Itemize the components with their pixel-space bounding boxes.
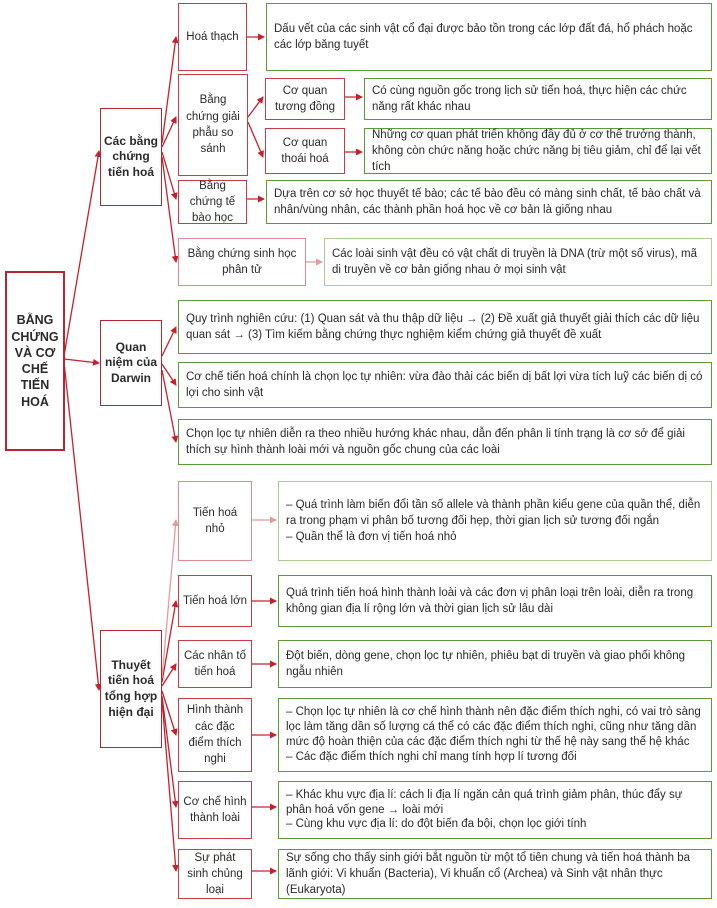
node-evolution-factors-label: Các nhân tố tiến hoá [183,649,246,678]
leaf-speciation-line-2: – Cùng khu vực địa lí: do đột biến đa bội, chọn lọc giới tính [286,818,587,831]
leaf-evolution-factors [278,640,712,688]
group-evidence-label: Các bằng chứng tiến hoá [103,133,158,179]
connector-g1-molecular [162,157,176,262]
leaf-homologous [364,78,712,120]
node-molecular-label: Bằng chứng sinh học phân tử [187,247,297,276]
leaf-vestigial [364,128,712,174]
leaf-darwin-method [178,300,712,354]
node-macroevolution-label: Tiến hoá lớn [183,594,248,607]
node-cell-label: Bằng chứng tế bào học [189,179,236,225]
node-adaptation [178,698,252,772]
leaf-molecular [324,238,712,286]
node-anatomy [178,74,248,176]
node-cell [178,180,247,224]
leaf-darwin-mechanism-text: Cơ chế tiến hoá chính là chọn lọc tự nhiên: vừa đào thải các biến dị bất lợi vừa tích luỹ các biến dị có lợi cho sinh vật [186,370,703,399]
node-phylogeny-label: Sự phát sinh chủng loại [187,851,243,897]
leaf-homologous-text: Có cùng nguồn gốc trong lịch sử tiến hoá, thực hiện các chức năng rất khác nhau [372,84,687,113]
leaf-molecular-text: Các loài sinh vật đều có vật chất di truyền là DNA (trừ một số virus), mã di truyền về cơ bản giống nhau ở mọi sinh vật [332,247,697,276]
connector-g3-macro [162,601,176,682]
node-vestigial [265,128,345,174]
node-adaptation-label: Hình thành các đặc điểm thích nghi [186,704,244,766]
leaf-cell-text: Dựa trên cơ sở học thuyết tế bào; các tế bào đều có màng sinh chất, tế bào chất và nhân/vùng nhân, các thành phần hoá học về cơ bản là giống nhau [274,187,701,216]
leaf-fossil-text: Dấu vết của các sinh vật cổ đại được bảo tồn trong các lớp đất đá, hổ phách hoặc các lớp băng tuyết [274,22,693,51]
node-microevolution-label: Tiến hoá nhỏ [192,506,238,535]
leaf-speciation [278,781,712,839]
connector-anatomy-homolog [248,97,263,117]
leaf-darwin-divergence [178,419,712,465]
leaf-microevolution [278,481,712,561]
group-darwin-label: Quan niệm của Darwin [104,339,158,385]
leaf-phylogeny-text: Sự sống cho thấy sinh giới bắt nguồn từ một tổ tiên chung và tiến hoá thành ba lãnh giới: Vi khuẩn (Bacteria), Vi khuẩn cổ (Archea) và Sinh vật nhân thực (Eukaryota) [286,851,690,897]
leaf-evolution-factors-text: Đột biến, dòng gene, chọn lọc tự nhiên, phiêu bạt di truyền và giao phối không ngẫu nhiên [286,649,685,678]
root-label: BẰNG CHỨNG VÀ CƠ CHẾ TIẾN HOÁ [11,313,59,409]
node-fossil [178,3,247,71]
node-microevolution [178,481,252,561]
node-vestigial-label: Cơ quan thoái hoá [281,136,329,165]
leaf-phylogeny [278,849,712,899]
group-darwin [100,320,162,406]
node-speciation [178,781,252,839]
leaf-adaptation-line-1: – Chọn lọc tự nhiên là cơ chế hình thành nên đặc điểm thích nghi, có vai trò sàng lọc làm tăng dần số lượng cá thể có các đặc điểm thích nghi, cũng như tăng dần mức độ hoàn thiện của các đặc điểm thích nghi từ thế hệ này sang thế hệ khác [286,706,701,748]
leaf-darwin-method-text: Quy trình nghiên cứu: (1) Quan sát và thu thập dữ liệu → (2) Đề xuất giả thuyết giải thích các dữ liệu quan sát → (3) Tìm kiếm bằng chứng thực nghiệm kiểm chứng giả thuyết đề xuất [186,312,700,341]
leaf-adaptation-line-2: – Các đặc điểm thích nghi chỉ mang tính hợp lí tương đối [286,750,577,763]
leaf-macroevolution-text: Quá trình tiến hoá hình thành loài và các đơn vị phân loại trên loài, diễn ra trong không gian địa lí rộng lớn và thời gian lịch sử lâu dài [286,586,694,615]
node-evolution-factors [178,640,252,688]
leaf-darwin-divergence-text: Chọn lọc tự nhiên diễn ra theo nhiều hướng khác nhau, dẫn đến phân li tính trạng là cơ sở để giải thích sự hình thành loài mới và nguồn gốc chung của các loài [186,427,685,456]
node-anatomy-label: Bằng chứng giải phẫu so sánh [186,94,240,156]
leaf-fossil [266,3,712,71]
connector-root-group1 [64,151,99,356]
connector-root-group3 [64,362,99,690]
leaf-adaptation [278,698,712,772]
leaf-vestigial-text: Những cơ quan phát triển không đầy đủ ở cơ thể trưởng thành, không còn chức năng hoặc chức năng bị tiêu giảm, chỉ để lại vết tích [372,128,701,174]
connector-g3-micro [162,520,176,678]
leaf-darwin-mechanism [178,362,712,408]
node-macroevolution [178,575,252,627]
leaf-speciation-line-1: – Khác khu vực địa lí: cách li địa lí ngăn cản quá trình giảm phân, thúc đẩy sự phân hoá vốn gene → loài mới [286,788,683,816]
node-homologous [265,78,345,120]
root-node [5,271,65,451]
connector-root-group2 [64,359,99,363]
connector-g1-fossil [162,37,176,143]
connector-anatomy-vestigial [248,122,263,157]
leaf-microevolution-line-2: – Quần thể là đơn vị tiến hoá nhỏ [286,531,457,544]
node-homologous-label: Cơ quan tương đồng [274,84,335,113]
node-molecular [178,238,306,286]
leaf-cell [266,180,712,224]
connector-g2-method [162,327,176,356]
group-modern-synthesis-label: Thuyết tiến hoá tổng hợp hiện đại [104,657,158,719]
leaf-microevolution-line-1: – Quá trình làm biến đổi tần số allele và thành phần kiểu gene của quần thể, diễn ra trong phạm vi phân bố tương đối hẹp, thời gian lịch sử tương đối ngắn [286,498,701,527]
node-speciation-label: Cơ chế hình thành loài [183,795,247,824]
group-modern-synthesis [100,630,162,748]
node-fossil-label: Hoá thạch [186,30,239,43]
node-phylogeny [178,849,252,899]
leaf-macroevolution [278,575,712,627]
group-evidence [100,108,162,206]
